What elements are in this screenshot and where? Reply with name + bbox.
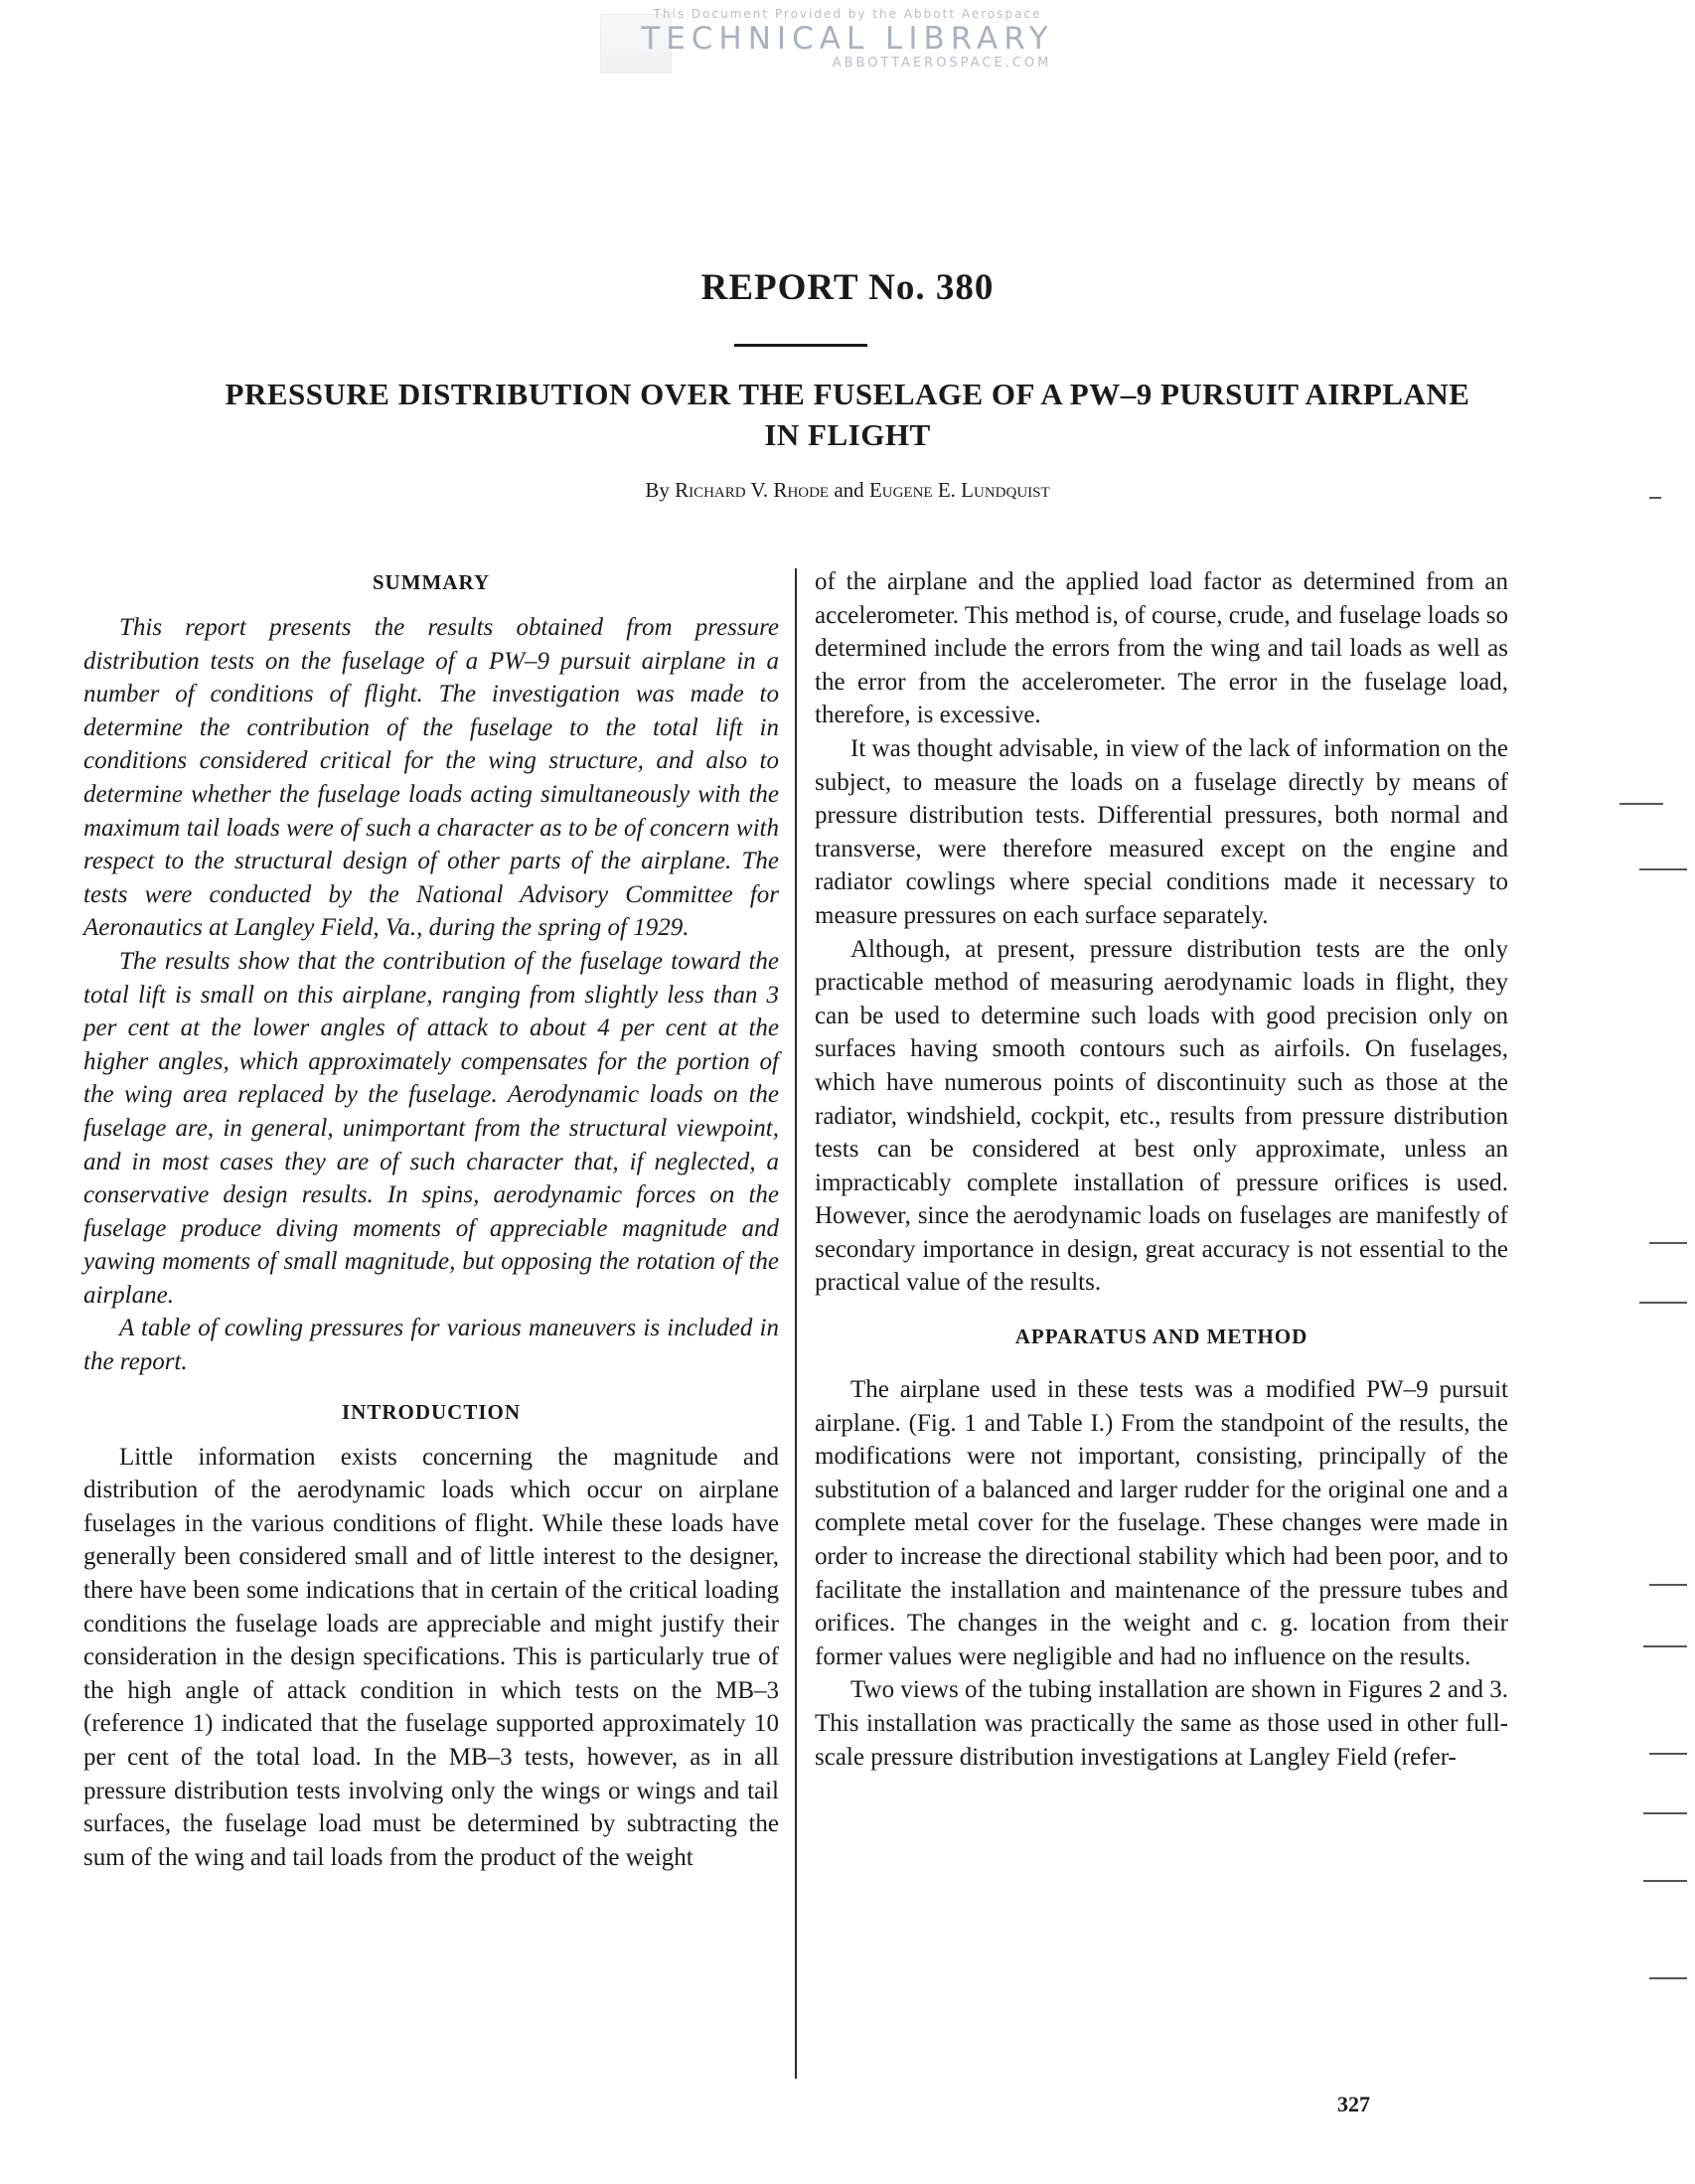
column-divider xyxy=(795,568,797,2079)
margin-mark xyxy=(1643,1812,1687,1814)
report-number: REPORT No. 380 xyxy=(700,267,995,308)
summary-heading: SUMMARY xyxy=(372,570,491,594)
margin-scan-marks xyxy=(1600,477,1689,2116)
margin-mark xyxy=(1649,1242,1687,1244)
margin-mark xyxy=(1643,1880,1687,1882)
report-title-line1: PRESSURE DISTRIBUTION OVER THE FUSELAGE OF A PW–9 PURSUIT AIRPLANE xyxy=(225,377,1470,411)
summary-paragraph-3: A table of cowling pressures for various maneuvers is included in the report. xyxy=(83,1315,779,1376)
byline xyxy=(0,478,1695,503)
summary-paragraph-1: This report presents the results obtained from pressure distribution tests on the fuselage of a PW–9 pursuit airplane in a number of conditions of flight. The investigation was made to determine the contribution of the fuselage to the total lift in conditions considered critical for the wing structure, and also to determine whether the fuselage loads acting simultaneously with the maximum tail loads were of such a character as to be of concern with respect to the structural design of other parts of the airplane. The tests were conducted by the National Advisory Committee for Aeronautics at Langley Field, Va., during the spring of 1929. xyxy=(83,614,779,942)
margin-mark xyxy=(1643,1645,1687,1647)
report-title-line2: IN FLIGHT xyxy=(764,417,931,452)
report-title xyxy=(60,374,1635,455)
apparatus-heading: APPARATUS AND METHOD xyxy=(1014,1325,1309,1349)
watermark-line2: TECHNICAL LIBRARY xyxy=(641,21,1054,57)
introduction-paragraph-1-continued: of the airplane and the applied load factor as determined from an accelerometer. This method is, of course, crude, and fuselage loads so determined include the errors from the wing and tail loads as well as the error from the accelerometer. The error in the fuselage load, therefore, is excessive. xyxy=(815,568,1508,729)
summary-paragraph-2: The results show that the contribution of the fuselage toward the total lift is small on this airplane, ranging from slightly less than 3 per cent at the lower angles of attack to about 4 per cent at the higher angles, which approximately compensates for the portion of the wing area replaced by the fuselage. Aerodynamic loads on the fuselage are, in general, unimportant from the structural viewpoint, and in most cases they are of such character that, if neglected, a conservative design results. In spins, aerodynamic forces on the fuselage produce diving moments of appreciable magnitude and yawing moments of small magnitude, but opposing the rotation of the airplane. xyxy=(83,947,779,1309)
margin-mark xyxy=(1649,1977,1687,1979)
byline-prefix: By xyxy=(645,478,670,502)
watermark-line1: This Document Provided by the Abbott Aerospace xyxy=(653,7,1042,21)
byline-and: and xyxy=(834,478,864,502)
margin-mark xyxy=(1649,1584,1687,1586)
author-2: Eugene E. Lundquist xyxy=(868,478,1050,502)
introduction-paragraph-2: It was thought advisable, in view of the lack of information on the subject, to measure the loads on a fuselage directly by means of pressure distribution tests. Differential pressures, both normal and transverse, were therefore measured except on the engine and radiator cowlings where special conditions made it necessary to measure pressures on each surface separately. xyxy=(815,734,1508,929)
author-1: Richard V. Rhode xyxy=(675,478,830,502)
introduction-paragraph-1: Little information exists concerning the magnitude and distribution of the aerodynamic loads which occur on airplane fuselages in the various conditions of flight. While these loads have generally been considered small and of little interest to the designer, there have been some indications that in certain of the critical loading conditions the fuselage loads are appreciable and might justify their consideration in the design specifications. This is particularly true of the high angle of attack condition in which tests on the MB–3 (reference 1) indicated that the fuselage supported approximately 10 per cent of the total load. In the MB–3 tests, however, as in all pressure distribution tests involving only the wings or wings and tail surfaces, the fuselage load must be determined by subtracting the sum of the wing and tail loads from the product of the weight xyxy=(83,1443,779,1871)
margin-mark xyxy=(1649,1753,1687,1755)
watermark-line3: ABBOTTAEROSPACE.COM xyxy=(832,56,1052,71)
margin-mark xyxy=(1639,868,1687,870)
margin-mark xyxy=(1649,497,1661,499)
right-column xyxy=(815,565,1508,1774)
margin-mark xyxy=(1619,803,1663,805)
apparatus-paragraph-1: The airplane used in these tests was a modified PW–9 pursuit airplane. (Fig. 1 and Table I.) From the standpoint of the results, the modifications were not important, consisting, principally of the substitution of a balanced and larger rudder for the original one and a complete metal cover for the fuselage. These changes were made in order to increase the directional stability which had been poor, and to facilitate the installation and maintenance of the pressure tubes and orifices. The changes in the weight and c. g. location from their former values were negligible and had no influence on the results. xyxy=(815,1376,1508,1670)
page-number: 327 xyxy=(1337,2092,1370,2116)
left-column xyxy=(83,565,779,1874)
margin-mark xyxy=(1639,1302,1687,1304)
title-rule xyxy=(734,344,867,347)
introduction-heading: INTRODUCTION xyxy=(341,1399,522,1424)
apparatus-paragraph-2: Two views of the tubing installation are shown in Figures 2 and 3. This installation was practically the same as those used in other full-scale pressure distribution investigations at Langley Field (refer- xyxy=(815,1676,1508,1771)
watermark xyxy=(0,6,1695,72)
introduction-paragraph-3: Although, at present, pressure distribution tests are the only practicable method of measuring aerodynamic loads in flight, they can be used to determine such loads with good precision only on surfaces having smooth contours such as airfoils. On fuselages, which have numerous points of discontinuity such as those at the radiator, windshield, cockpit, etc., results from pressure distribution tests can be considered at best only approximate, unless an impracticably complete installation of pressure orifices is used. However, since the aerodynamic loads on fuselages are manifestly of secondary importance in design, great accuracy is not essential to the practical value of the results. xyxy=(815,935,1508,1297)
